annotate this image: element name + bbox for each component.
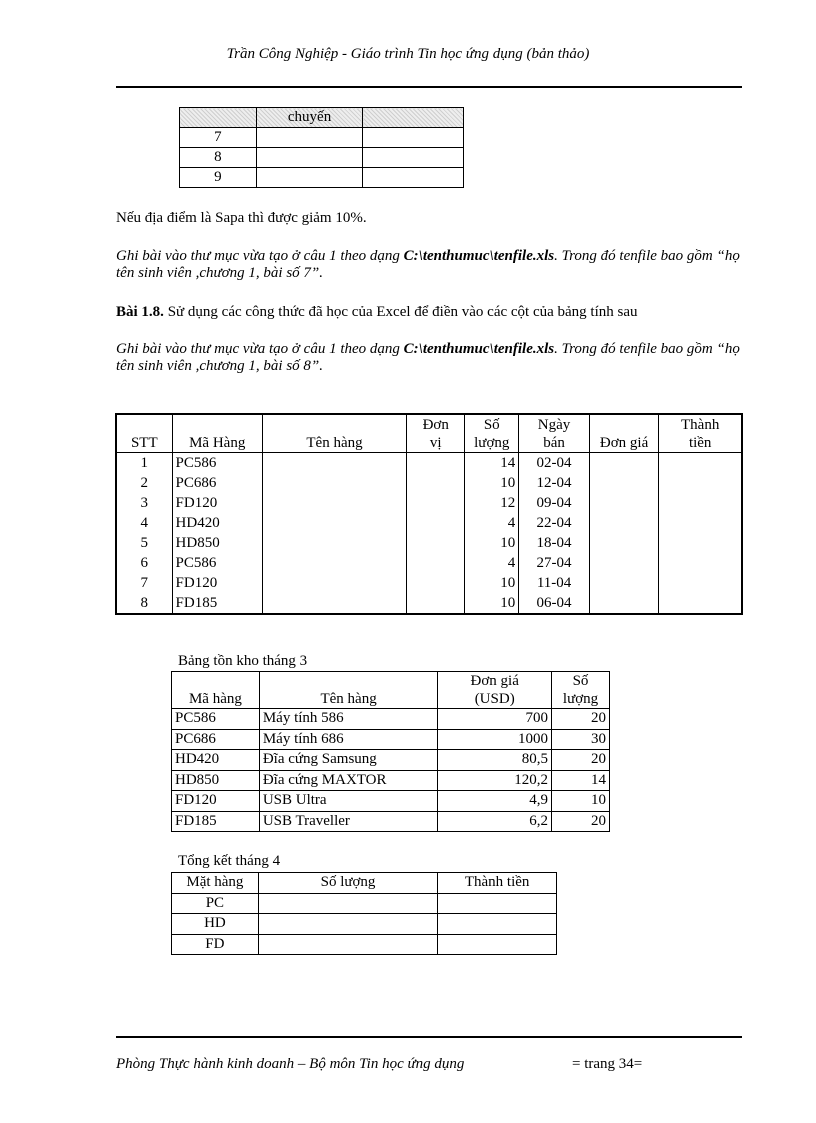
col-header-ten-hang: Tên hàng — [262, 414, 406, 453]
col-header-so-luong: Số lượng — [258, 873, 437, 894]
table-row: PC — [172, 893, 557, 914]
table-row: 3 FD120 12 09-04 — [116, 493, 742, 513]
table-row: 2 PC686 10 12-04 — [116, 473, 742, 493]
col-header-ma-hang: Mã hàng — [172, 672, 260, 709]
summary-table — [171, 872, 557, 955]
table-row: 4 HD420 4 22-04 — [116, 513, 742, 533]
table-cell: chuyến — [256, 108, 363, 128]
table-row — [180, 108, 464, 128]
table-row: PC586 Máy tính 586 700 20 — [172, 709, 610, 730]
table-header-row — [172, 873, 557, 894]
table-row — [180, 168, 464, 188]
col-header-ma-hang: Mã Hàng — [172, 414, 262, 453]
col-header-thanh-tien: Thành tiền — [438, 873, 557, 894]
table-cell: 9 — [180, 168, 257, 188]
page-header: Trần Công Nghiệp - Giáo trình Tin học ứng dụng (bản thảo) — [226, 46, 590, 62]
col-header-so-luong: Số lượng — [465, 414, 519, 453]
col-header-stt: STT — [116, 414, 172, 453]
col-header-don-gia: Đơn giá — [589, 414, 659, 453]
partial-table — [179, 107, 464, 188]
inventory-table — [171, 671, 610, 832]
col-header-don-vi: Đơn vị — [407, 414, 465, 453]
table-cell: 8 — [180, 148, 257, 168]
col-header-ngay-ban: Ngày bán — [519, 414, 590, 453]
table-row: FD — [172, 934, 557, 955]
save-instruction-8: Ghi bài vào thư mục vừa tạo ở câu 1 theo dạng C:\tenthumuc\tenfile.xls. Trong đó tenfile bao gồm “họ tên sinh viên ,chương 1, bài số 8”. — [116, 341, 740, 374]
header-rule — [116, 86, 742, 88]
table-row: PC686 Máy tính 686 1000 30 — [172, 729, 610, 750]
sales-table — [115, 413, 743, 615]
table-row — [180, 128, 464, 148]
col-header-ten-hang: Tên hàng — [259, 672, 438, 709]
page-number: = trang 34= — [572, 1056, 643, 1072]
table-cell: 7 — [180, 128, 257, 148]
col-header-don-gia: Đơn giá (USD) — [438, 672, 552, 709]
table-row: 1 PC586 14 02-04 — [116, 453, 742, 474]
table-row: HD — [172, 914, 557, 935]
file-path: C:\tenthumuc\tenfile.xls — [403, 341, 555, 357]
table-row — [180, 148, 464, 168]
footer-text: Phòng Thực hành kinh doanh – Bộ môn Tin học ứng dụng — [116, 1056, 465, 1072]
sapa-note: Nếu địa điểm là Sapa thì được giảm 10%. — [116, 210, 367, 226]
file-path: C:\tenthumuc\tenfile.xls — [403, 248, 555, 264]
table-row: 7 FD120 10 11-04 — [116, 573, 742, 593]
table-row: 6 PC586 4 27-04 — [116, 553, 742, 573]
summary-caption: Tổng kết tháng 4 — [178, 853, 281, 869]
col-header-thanh-tien: Thành tiền — [659, 414, 742, 453]
table-row: 5 HD850 10 18-04 — [116, 533, 742, 553]
table-row: HD850 Đĩa cứng MAXTOR 120,2 14 — [172, 770, 610, 791]
table-header-row — [116, 414, 742, 453]
col-header-so-luong: Số lượng — [552, 672, 610, 709]
table-row: FD185 USB Traveller 6,2 20 — [172, 811, 610, 832]
col-header-mat-hang: Mặt hàng — [172, 873, 259, 894]
exercise-heading: Bài 1.8. Sử dụng các công thức đã học của Excel để điền vào các cột của bảng tính sau — [116, 304, 638, 320]
inventory-caption: Bảng tồn kho tháng 3 — [178, 653, 308, 669]
exercise-label: Bài 1.8. — [116, 304, 164, 320]
table-header-row — [172, 672, 610, 709]
footer-rule — [116, 1036, 742, 1038]
save-instruction-7: Ghi bài vào thư mục vừa tạo ở câu 1 theo dạng C:\tenthumuc\tenfile.xls. Trong đó tenfile bao gồm “họ tên sinh viên ,chương 1, bài số 7”. — [116, 248, 740, 281]
table-row: FD120 USB Ultra 4,9 10 — [172, 791, 610, 812]
table-row: HD420 Đĩa cứng Samsung 80,5 20 — [172, 750, 610, 771]
table-row: 8 FD185 10 06-04 — [116, 593, 742, 614]
